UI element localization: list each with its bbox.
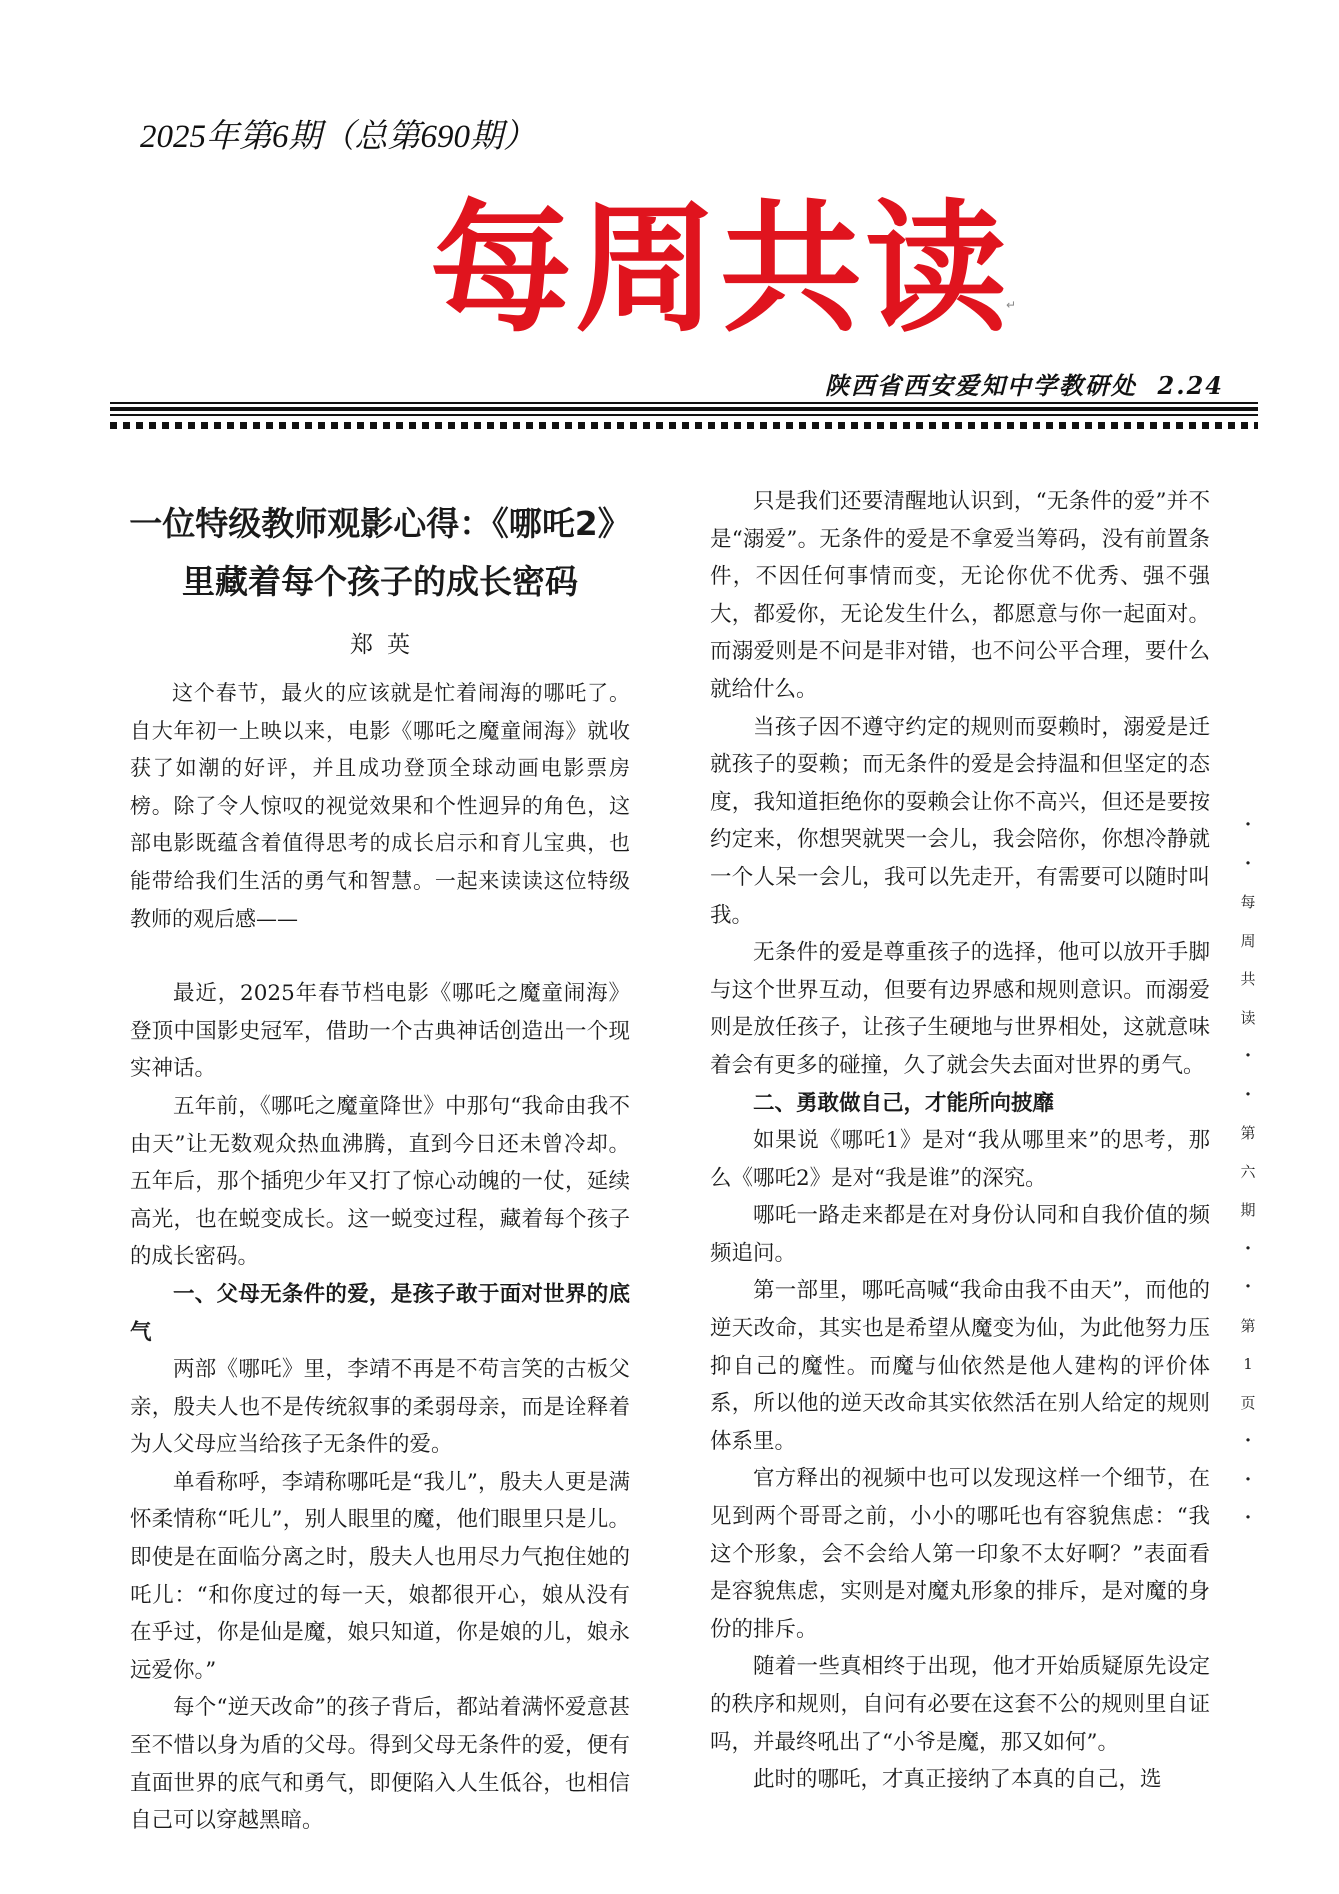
paragraph: 无条件的爱是尊重孩子的选择，他可以放开手脚与这个世界互动，但要有边界感和规则意识。而溺爱则是放任孩子，让孩子生硬地与世界相处，这就意味着会有更多的碰撞，久了就会失去面对世界的勇气。 (710, 940, 1210, 1078)
title-line-1: 一位特级教师观影心得：《哪吒2》 (129, 504, 631, 543)
side-char: 六 (1240, 1162, 1256, 1181)
side-char: 1 (1243, 1355, 1253, 1373)
dotted-rule (110, 422, 1258, 429)
paragraph: 只是我们还要清醒地认识到，“无条件的爱”并不是“溺爱”。无条件的爱是不拿爱当筹码，没有前置条件，不因任何事情而变，无论你优不优秀、强不强大，都爱你，无论发生什么，都愿意与你一起面对。而溺爱则是不问是非对错，也不问公平合理，要什么就给什么。 (710, 489, 1210, 702)
publisher-name: 陕西省西安爱知中学教研处 (824, 371, 1137, 400)
side-margin-label (1238, 806, 1258, 1538)
return-mark: ↵ (1006, 298, 1017, 312)
rule-line (110, 414, 1258, 416)
paragraph: 单看称呼，李靖称哪吒是“我儿”，殷夫人更是满怀柔情称“吒儿”，别人眼里的魔，他们眼里只是儿。即使是在面临分离之时，殷夫人也用尽力气抱住她的吒儿：“和你度过的每一天，娘都很开心，娘从没有在乎过，你是仙是魔，娘只知道，你是娘的儿，娘永远爱你。” (130, 1469, 630, 1683)
header-rules (110, 402, 1258, 429)
paragraph: 随着一些真相终于出现，他才开始质疑原先设定的秩序和规则，自问有必要在这套不公的规则里自证吗，并最终吼出了“小爷是魔，那又如何”。 (710, 1654, 1210, 1755)
paragraph: 第一部里，哪吒高喊“我命由我不由天”，而他的逆天改命，其实也是希望从魔变为仙，为此他努力压抑自己的魔性。而魔与仙依然是他人建构的评价体系，所以他的逆天改命其实依然活在别人给定的规则体系里。 (710, 1278, 1210, 1454)
author: 郑英 (350, 632, 424, 658)
spacer (130, 938, 630, 975)
side-dot: · (1244, 852, 1252, 874)
paragraph: 当孩子因不遵守约定的规则而耍赖时，溺爱是迁就孩子的耍赖；而无条件的爱是会持温和但坚定的态度，我知道拒绝你的耍赖会让你不高兴，但还是要按约定来，你想哭就哭一会儿，我会陪你，你想冷静就一个人呆一会儿，我可以先走开，有需要可以随时叫我。 (710, 714, 1210, 928)
paragraph: 如果说《哪吒1》是对“我从哪里来”的思考，那么《哪吒2》是对“我是谁”的深究。 (710, 1128, 1210, 1191)
paragraph: 此时的哪吒，才真正接纳了本真的自己，选 (753, 1767, 1162, 1793)
issue-number: 2025年第6期（总第690期） (140, 119, 536, 155)
side-char: 每 (1240, 893, 1256, 911)
side-char: 期 (1240, 1201, 1256, 1219)
masthead-char: 周 (575, 188, 717, 338)
rule-line (110, 407, 1258, 411)
paragraph: 两部《哪吒》里，李靖不再是不苟言笑的古板父亲，殷夫人也不是传统叙事的柔弱母亲，而是诠释着为人父母应当给孩子无条件的爱。 (130, 1357, 630, 1458)
side-dot: · (1244, 1045, 1252, 1066)
side-dot: · (1244, 1468, 1252, 1490)
paragraph: 每个“逆天改命”的孩子背后，都站着满怀爱意甚至不惜以身为盾的父母。得到父母无条件的爱，便有直面世界的底气和勇气，即便陷入人生低谷，也相信自己可以穿越黑暗。 (130, 1695, 630, 1834)
masthead-char: 共 (720, 188, 862, 338)
section-heading-1: 一、父母无条件的爱，是孩子敢于面对世界的底气 (130, 1281, 630, 1345)
side-dot: · (1244, 814, 1252, 835)
paragraph: 五年前，《哪吒之魔童降世》中那句“我命由我不由天”让无数观众热血沸腾，直到今日还未曾冷却。五年后，那个插兜少年又打了惊心动魄的一仗，延续高光，也在蜕变成长。这一蜕变过程，藏着每个孩子的成长密码。 (130, 1093, 630, 1270)
masthead-char: 读 (865, 188, 1007, 338)
paragraph: 最近，2025年春节档电影《哪吒之魔童闹海》登顶中国影史冠军，借助一个古典神话创造出一个现实神话。 (130, 981, 630, 1082)
paragraph: 官方释出的视频中也可以发现这样一个细节，在见到两个哥哥之前，小小的哪吒也有容貌焦虑：“我这个形象，会不会给人第一印象不太好啊？”表面看是容貌焦虑，实则是对魔丸形象的排斥，是对魔的身份的排斥。 (710, 1466, 1210, 1642)
right-column (710, 483, 1210, 1799)
side-char: 共 (1240, 970, 1256, 988)
title-line-2: 里藏着每个孩子的成长密码 (182, 562, 578, 601)
side-dot: · (1244, 1507, 1252, 1528)
left-column (130, 495, 630, 1840)
side-char: 第 (1240, 1124, 1256, 1142)
paragraph: 哪吒一路走来都是在对身份认同和自我价值的频频追问。 (710, 1203, 1210, 1266)
section-heading-2: 二、勇敢做自己，才能所向披靡 (753, 1090, 1055, 1116)
masthead-title (430, 188, 1010, 338)
lead-paragraph: 这个春节，最火的应该就是忙着闹海的哪吒了。自大年初一上映以来，电影《哪吒之魔童闹海》就收获了如潮的好评，并且成功登顶全球动画电影票房榜。除了令人惊叹的视觉效果和个性迥异的角色，这部电影既蕴含着值得思考的成长启示和育儿宝典，也能带给我们生活的勇气和智慧。一起来读读这位特级教师的观后感—— (130, 681, 630, 931)
rule-line (110, 402, 1258, 404)
publisher-line (825, 366, 1224, 401)
article-title (120, 495, 640, 611)
masthead-char: 每 (430, 188, 572, 338)
side-dot: · (1244, 1083, 1252, 1105)
side-char: 读 (1240, 1008, 1256, 1027)
side-dot: · (1244, 1237, 1252, 1259)
side-char: 第 (1240, 1316, 1256, 1335)
issue-date: 2.24 (1157, 371, 1224, 400)
side-dot: · (1244, 1276, 1252, 1297)
side-char: 周 (1240, 931, 1256, 950)
side-dot: · (1244, 1430, 1252, 1451)
side-char: 页 (1240, 1393, 1256, 1412)
